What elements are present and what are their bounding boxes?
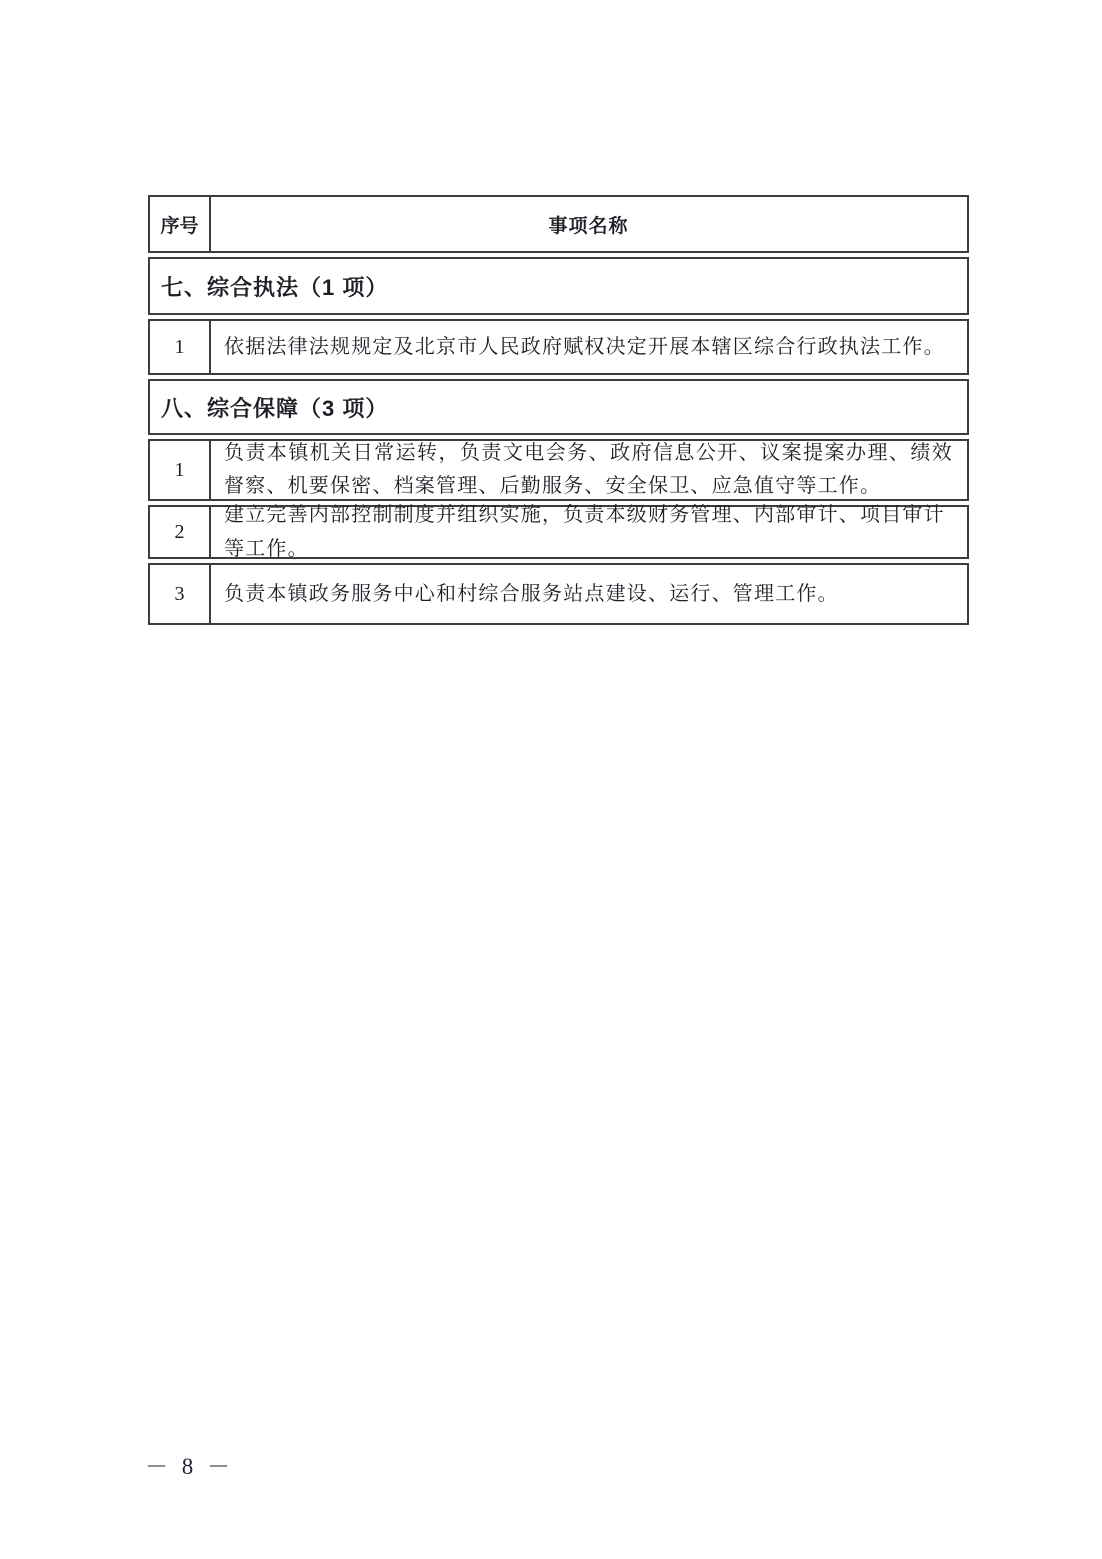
header-cell-index: 序号 [150, 197, 211, 251]
matters-table [148, 195, 969, 625]
table-row [148, 505, 969, 559]
table-row [148, 319, 969, 375]
header-cell-name: 事项名称 [548, 216, 629, 237]
section-row-7 [148, 257, 969, 315]
section-title: 八、综合保障（3 项） [161, 395, 389, 421]
section-title: 七、综合执法（1 项） [161, 274, 389, 300]
table-header-row [148, 195, 969, 253]
row-index: 1 [150, 441, 211, 499]
row-text: 负责本镇机关日常运转，负责文电会务、政府信息公开、议案提案办理、绩效督察、机要保密、档案管理、后勤服务、安全保卫、应急值守等工作。 [224, 442, 953, 497]
table-row [148, 563, 969, 625]
page-number: － 8 － [145, 1454, 234, 1479]
row-index: 3 [150, 565, 211, 623]
row-index: 2 [150, 507, 211, 557]
row-text: 建立完善内部控制制度并组织实施，负责本级财务管理、内部审计、项目审计等工作。 [224, 504, 945, 560]
row-text: 依据法律法规规定及北京市人民政府赋权决定开展本辖区综合行政执法工作。 [224, 336, 945, 358]
row-index: 1 [150, 321, 211, 373]
table-row [148, 439, 969, 501]
row-text: 负责本镇政务服务中心和村综合服务站点建设、运行、管理工作。 [224, 583, 839, 605]
section-row-8 [148, 379, 969, 435]
